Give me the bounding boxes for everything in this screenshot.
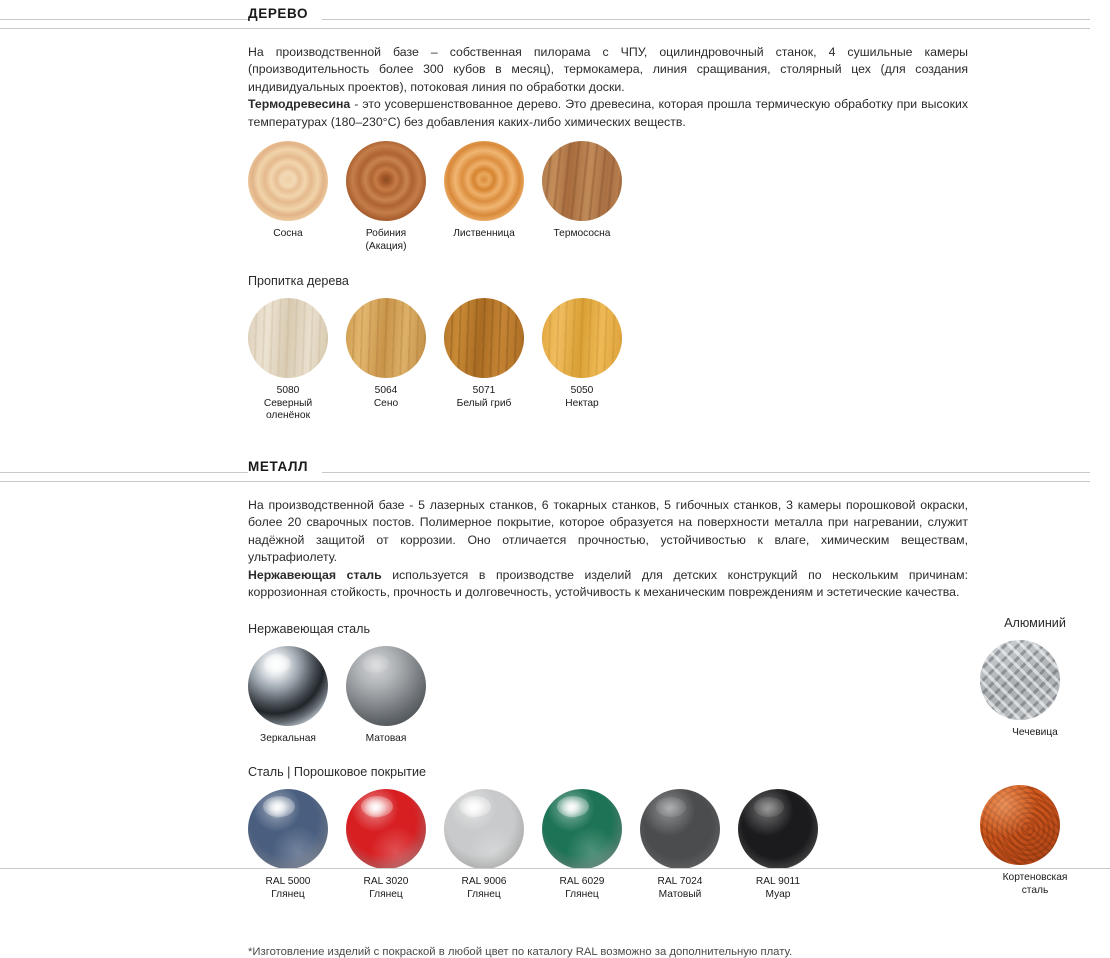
swatch-caption: [444, 385, 524, 411]
swatch-disc-wrap: [444, 298, 524, 378]
corten-label-line1: Кортеновская: [1002, 872, 1068, 884]
swatch-label: Матовая: [365, 732, 407, 744]
wood-sosna-icon: [248, 141, 328, 221]
swatch-disc-wrap: [980, 785, 1090, 865]
swatch-disc-wrap: [248, 789, 328, 869]
powder-ral-9006-icon: [444, 789, 524, 869]
aluminium-title: Алюминий: [1004, 615, 1066, 630]
swatch-disc-wrap: [248, 646, 328, 726]
powder-ral-6029-icon: [542, 789, 622, 869]
wood-listvennica-icon: [444, 141, 524, 221]
impregnation-row: [248, 298, 1090, 423]
swatch-disc-wrap: [542, 789, 622, 869]
swatch-disc-wrap: [542, 141, 622, 221]
impregnation-5050-icon: [542, 298, 622, 378]
wood-description: [248, 44, 968, 131]
swatch-finish: Глянец: [467, 889, 501, 901]
swatch-disc-wrap: [346, 298, 426, 378]
swatch-listvennica[interactable]: [444, 141, 524, 254]
swatch-5080[interactable]: [248, 298, 328, 423]
swatch-caption: [542, 385, 622, 411]
swatch-5064[interactable]: [346, 298, 426, 423]
powder-row: [248, 789, 1090, 902]
footnote: *Изготовление изделий с покраской в любой цвет по каталогу RAL возможно за дополнительную плату.: [248, 945, 793, 958]
swatch-code: RAL 3020: [363, 876, 409, 888]
swatch-ral-7024[interactable]: [640, 789, 720, 902]
swatch-name: Сено: [373, 397, 399, 409]
page-bottom-rule: [0, 868, 1110, 869]
swatch-ral-5000[interactable]: [248, 789, 328, 902]
swatch-ral-9011[interactable]: [738, 789, 818, 902]
swatch-sosna[interactable]: [248, 141, 328, 254]
swatch-label: Зеркальная: [260, 732, 316, 744]
swatch-matte[interactable]: [346, 646, 426, 746]
powder-ral-9011-icon: [738, 789, 818, 869]
swatch-code: 5064: [374, 384, 398, 396]
swatch-caption: [346, 385, 426, 411]
swatch-code: RAL 5000: [265, 876, 311, 888]
metal-paragraph-1: На производственной базе - 5 лазерных станков, 6 токарных станков, 5 гибочных станков, 3 камеры порошковой окраски, более 20 сварочных постов. Полимерное покрытие, которое образуется на поверхности металла при нагревании, служит надёжной защитой от коррозии. Оно отличается прочностью, устойчивостью к влаге, химическим веществам, ультрафиолету.: [248, 498, 968, 565]
swatch-label: Сосна: [273, 228, 303, 240]
swatch-ral-9006[interactable]: [444, 789, 524, 902]
section-rule-top: [0, 19, 1090, 20]
swatch-caption: [444, 876, 524, 902]
swatch-disc-wrap: [738, 789, 818, 869]
wood-paragraph-1: На производственной базе – собственная пилорама с ЧПУ, оцилиндровочный станок, 4 сушильные камеры (производительность более 300 кубов в месяц), термокамера, линия сращивания, столярный цех (для создания индивидуальных проектов), потоковая линия по обработки доски.: [248, 45, 968, 94]
swatch-label: Лиственница: [453, 228, 515, 240]
stainless-matte-icon: [346, 646, 426, 726]
swatch-code: RAL 9006: [461, 876, 507, 888]
swatch-label: Чечевица: [1012, 726, 1058, 738]
wood-species-row: [248, 141, 1090, 254]
impregnation-title: Пропитка дерева: [248, 273, 349, 288]
section-title-wood: ДЕРЕВО: [248, 6, 322, 21]
swatch-disc-wrap: [444, 141, 524, 221]
swatch-5050[interactable]: [542, 298, 622, 423]
swatch-label: Термососна: [553, 228, 611, 240]
section-header-wood: [0, 0, 1090, 30]
metal-paragraph-2: используется в производстве изделий для детских конструкций по нескольким причинам: коррозионная стойкость, прочность и долговечность, устойчивость к механическим повреждениям и эстетические качества.: [248, 567, 968, 600]
section-rule-top: [0, 472, 1090, 473]
swatch-finish: Глянец: [271, 889, 305, 901]
swatch-code: RAL 7024: [657, 876, 703, 888]
impregnation-5080-icon: [248, 298, 328, 378]
wood-term-highlight: Термодревесина: [248, 97, 351, 112]
swatch-caption: [542, 876, 622, 902]
swatch-code: 5071: [472, 384, 496, 396]
swatch-code: RAL 6029: [559, 876, 605, 888]
metal-term-highlight: Нержавеющая сталь: [248, 567, 382, 582]
swatch-code: 5080: [276, 384, 300, 396]
swatch-caption: [640, 876, 720, 902]
swatch-code: RAL 9011: [755, 876, 801, 888]
aluminium-lentil-icon: [980, 640, 1060, 720]
powder-ral-7024-icon: [640, 789, 720, 869]
corten-block[interactable]: [980, 785, 1090, 898]
impregnation-5064-icon: [346, 298, 426, 378]
swatch-label: Робиния (Акация): [365, 228, 407, 253]
corten-steel-icon: [980, 785, 1060, 865]
swatch-finish: Муар: [765, 889, 791, 901]
swatch-caption: [346, 876, 426, 902]
swatch-caption: [248, 876, 328, 902]
section-title-metal: МЕТАЛЛ: [248, 459, 322, 474]
swatch-caption: [248, 385, 328, 423]
swatch-name: Северный оленёнок: [263, 397, 313, 422]
swatch-disc-wrap: [346, 789, 426, 869]
swatch-disc-wrap: [248, 298, 328, 378]
wood-robinia-icon: [346, 141, 426, 221]
powder-block: [248, 765, 1090, 902]
wood-paragraph-2: - это усовершенствованное дерево. Это древесина, которая прошла термическую обработку при высоких температурах (180–230°С) без добавления каких-либо химических веществ.: [248, 97, 968, 129]
aluminium-block: [980, 616, 1090, 740]
swatch-finish: Глянец: [369, 889, 403, 901]
swatch-ral-3020[interactable]: [346, 789, 426, 902]
swatch-caption: [980, 872, 1090, 898]
swatch-finish: Матовый: [658, 889, 702, 901]
stainless-block: [248, 615, 1090, 746]
swatch-ral-6029[interactable]: [542, 789, 622, 902]
swatch-disc-wrap[interactable]: [980, 640, 1090, 720]
corten-label-line2: сталь: [1021, 885, 1049, 897]
stainless-row: [248, 646, 1090, 746]
impregnation-5071-icon: [444, 298, 524, 378]
powder-ral-5000-icon: [248, 789, 328, 869]
metal-description: [248, 497, 968, 602]
swatch-robinia[interactable]: [346, 141, 426, 254]
swatch-code: 5050: [570, 384, 594, 396]
section-rule-bottom: [0, 28, 1090, 29]
powder-title: Сталь | Порошковое покрытие: [248, 765, 426, 780]
swatch-disc-wrap: [640, 789, 720, 869]
powder-ral-3020-icon: [346, 789, 426, 869]
swatch-termososna[interactable]: [542, 141, 622, 254]
stainless-title: Нержавеющая сталь: [248, 621, 371, 636]
wood-termososna-icon: [542, 141, 622, 221]
swatch-disc-wrap: [542, 298, 622, 378]
stainless-mirror-icon: [248, 646, 328, 726]
swatch-caption: [738, 876, 818, 902]
section-rule-bottom: [0, 481, 1090, 482]
swatch-name: Нектар: [565, 397, 599, 409]
section-header-metal: [0, 453, 1090, 483]
swatch-5071[interactable]: [444, 298, 524, 423]
swatch-name: Белый гриб: [456, 397, 512, 409]
swatch-disc-wrap: [346, 141, 426, 221]
swatch-finish: Глянец: [565, 889, 599, 901]
swatch-disc-wrap: [346, 646, 426, 726]
swatch-disc-wrap: [444, 789, 524, 869]
swatch-disc-wrap: [248, 141, 328, 221]
swatch-mirror[interactable]: [248, 646, 328, 746]
